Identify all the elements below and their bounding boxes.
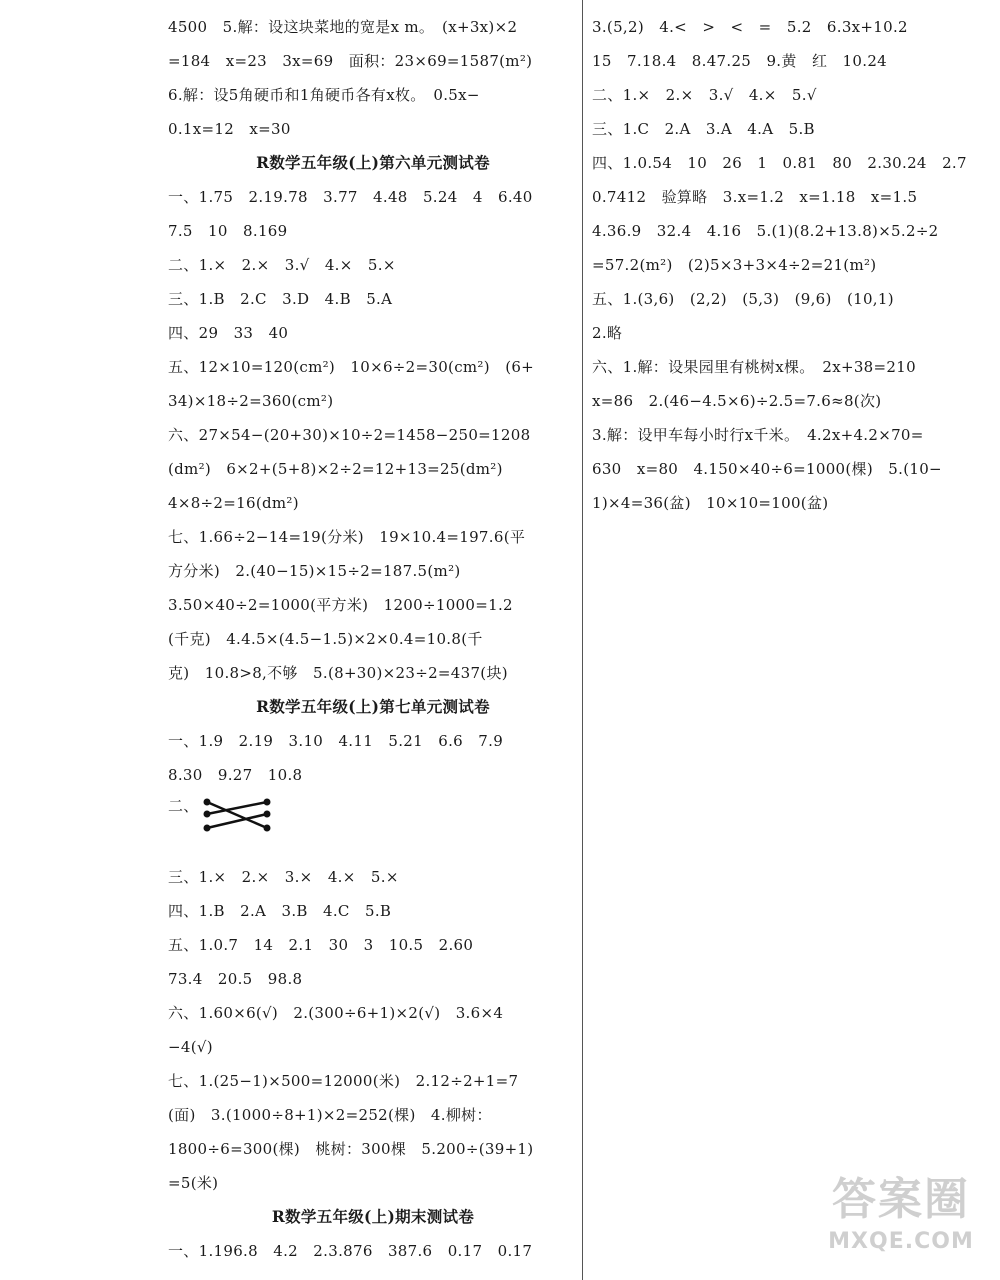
answer-line: x=86 2.(46−4.5×6)÷2.5=7.6≈8(次) xyxy=(592,392,882,410)
answer-line: (面) 3.(1000÷8+1)×2=252(棵) 4.柳树： xyxy=(168,1106,492,1124)
answer-line: (千克) 4.4.5×(4.5−1.5)×2×0.4=10.8(千 xyxy=(168,630,483,648)
section-title-unit7: R数学五年级(上)第七单元测试卷 xyxy=(256,697,490,716)
answer-line: 五、1.(3,6) (2,2) (5,3) (9,6) (10,1) xyxy=(592,290,894,308)
match-line xyxy=(207,802,267,814)
column-divider xyxy=(582,0,583,1280)
match-dot xyxy=(263,811,270,818)
answer-line: 4.36.9 32.4 4.16 5.(1)(8.2+13.8)×5.2÷2 xyxy=(592,222,939,240)
answer-line: 0.7412 验算略 3.x=1.2 x=1.18 x=1.5 xyxy=(592,188,918,206)
answer-line: 三、1.B 2.C 3.D 4.B 5.A xyxy=(168,290,393,308)
answer-line: 8.30 9.27 10.8 xyxy=(168,766,303,784)
answer-line: 七、1.66÷2−14=19(分米) 19×10.4=197.6(平 xyxy=(168,528,526,546)
match-dot xyxy=(263,825,270,832)
match-dot xyxy=(203,825,210,832)
watermark-url: MXQE.COM xyxy=(828,1229,974,1254)
answer-line: −4(√) xyxy=(168,1038,213,1056)
answer-line: 630 x=80 4.150×40÷6=1000(棵) 5.(10− xyxy=(592,460,942,478)
answer-line: 4500 5.解：设这块菜地的宽是x m。 (x+3x)×2 xyxy=(168,18,518,36)
answer-line: 三、1.× 2.× 3.× 4.× 5.× xyxy=(168,868,399,886)
answer-line: 73.4 20.5 98.8 xyxy=(168,970,303,988)
left-column xyxy=(168,10,578,1268)
answer-line: 0.1x=12 x=30 xyxy=(168,120,291,138)
answer-line: 克) 10.8>8,不够 5.(8+30)×23÷2=437(块) xyxy=(168,664,508,682)
watermark-logo xyxy=(816,1172,986,1272)
answer-line: 4×8÷2=16(dm²) xyxy=(168,494,299,512)
section-title-final: R数学五年级(上)期末测试卷 xyxy=(271,1207,475,1226)
answer-line: (dm²) 6×2+(5+8)×2÷2=12+13=25(dm²) xyxy=(168,460,503,478)
right-column xyxy=(592,10,992,520)
match-dot xyxy=(203,811,210,818)
answer-line: 六、1.解：设果园里有桃树x棵。 2x+38=210 xyxy=(592,358,916,376)
answer-line: 3.50×40÷2=1000(平方米) 1200÷1000=1.2 xyxy=(168,596,513,614)
match-dot xyxy=(203,799,210,806)
answer-line: 四、1.B 2.A 3.B 4.C 5.B xyxy=(168,902,392,920)
answer-line: 三、1.C 2.A 3.A 4.A 5.B xyxy=(592,120,815,138)
watermark-title: 答案圈 xyxy=(832,1174,970,1225)
answer-line: 一、1.75 2.19.78 3.77 4.48 5.24 4 6.40 xyxy=(168,188,533,206)
answer-line: 3.(5,2) 4.< > < = 5.2 6.3x+10.2 xyxy=(592,18,908,36)
answer-line: 1)×4=36(盆) 10×10=100(盆) xyxy=(592,494,829,512)
answer-line: =184 x=23 3x=69 面积：23×69=1587(m²) xyxy=(168,52,533,70)
section-title-unit6: R数学五年级(上)第六单元测试卷 xyxy=(256,153,490,172)
answer-line: 1800÷6=300(棵) 桃树：300棵 5.200÷(39+1) xyxy=(168,1140,534,1158)
matching-lines-diagram xyxy=(199,792,289,844)
answer-line: 七、1.(25−1)×500=12000(米) 2.12÷2+1=7 xyxy=(168,1072,519,1090)
answer-line: 方分米) 2.(40−15)×15÷2=187.5(m²) xyxy=(168,562,461,580)
answer-line: 一、1.9 2.19 3.10 4.11 5.21 6.6 7.9 xyxy=(168,732,504,750)
answer-line: 四、29 33 40 xyxy=(168,324,289,342)
answer-line: 二、 xyxy=(168,797,199,815)
match-dot xyxy=(263,799,270,806)
matching-diagram-line xyxy=(168,792,578,860)
answer-line: 四、1.0.54 10 26 1 0.81 80 2.30.24 2.7 xyxy=(592,154,967,172)
answer-line: 五、12×10=120(cm²) 10×6÷2=30(cm²) (6+ xyxy=(168,358,535,376)
answer-line: 二、1.× 2.× 3.√ 4.× 5.× xyxy=(168,256,396,274)
answer-line: 6.解：设5角硬币和1角硬币各有x枚。 0.5x− xyxy=(168,86,480,104)
answer-line: 2.略 xyxy=(592,324,623,342)
answer-line: 二、1.× 2.× 3.√ 4.× 5.√ xyxy=(592,86,817,104)
answer-line: 34)×18÷2=360(cm²) xyxy=(168,392,334,410)
answer-line: 15 7.18.4 8.47.25 9.黄 红 10.24 xyxy=(592,52,888,70)
answer-line: 7.5 10 8.169 xyxy=(168,222,288,240)
answer-line: 3.解：设甲车每小时行x千米。 4.2x+4.2×70= xyxy=(592,426,924,444)
answer-line: 一、1.196.8 4.2 2.3.876 387.6 0.17 0.17 xyxy=(168,1242,533,1260)
answer-line: 六、27×54−(20+30)×10÷2=1458−250=1208 xyxy=(168,426,531,444)
answer-line: 六、1.60×6(√) 2.(300÷6+1)×2(√) 3.6×4 xyxy=(168,1004,504,1022)
answer-line: 五、1.0.7 14 2.1 30 3 10.5 2.60 xyxy=(168,936,474,954)
answer-line: =57.2(m²) (2)5×3+3×4÷2=21(m²) xyxy=(592,256,877,274)
answer-line: =5(米) xyxy=(168,1174,219,1192)
